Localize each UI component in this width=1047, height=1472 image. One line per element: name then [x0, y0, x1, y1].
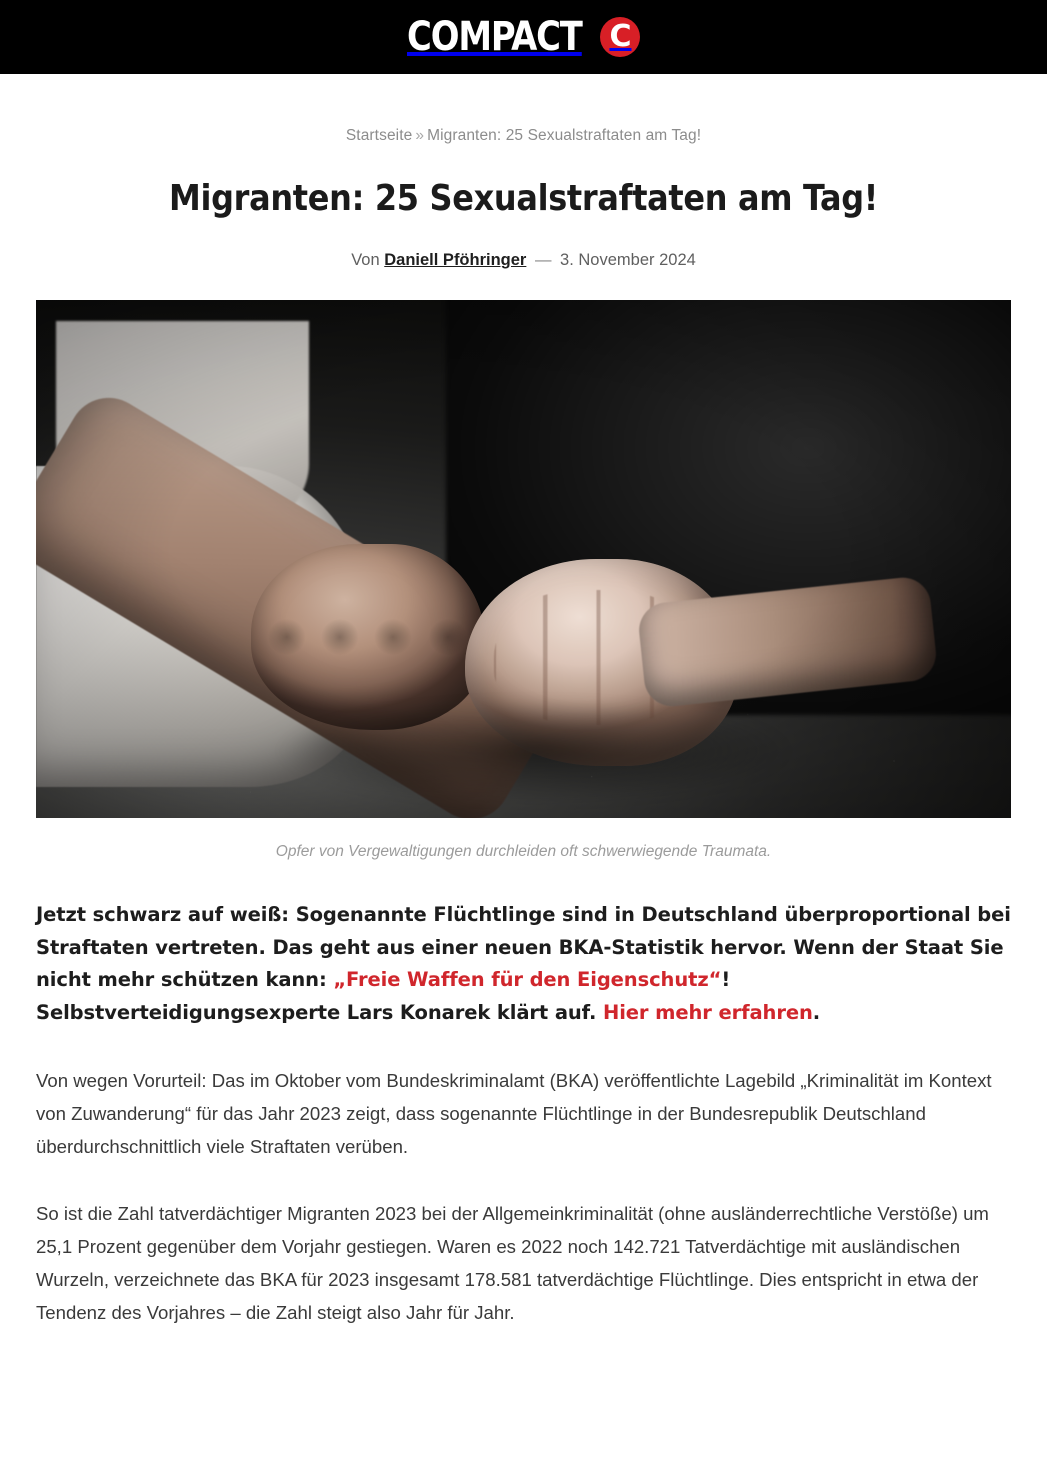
image-caption: Opfer von Vergewaltigungen durchleiden oft schwerwiegende Traumata. — [275, 843, 772, 861]
lead-text-part-3: . — [812, 1000, 821, 1024]
compact-logo[interactable] — [406, 14, 641, 60]
lead-paragraph — [36, 899, 1011, 1029]
logo-circle-icon: C — [600, 17, 640, 57]
article-page — [0, 127, 1047, 1329]
site-header — [0, 0, 1047, 74]
lead-link-freie-waffen[interactable]: „Freie Waffen für den Eigenschutz“ — [333, 968, 722, 992]
body-paragraph-1: Von wegen Vorurteil: Das im Oktober vom Bundeskriminalamt (BKA) veröffentlichte Lagebild „Kriminalität im Kontext von Zuwanderung“ für das Jahr 2023 zeigt, dass sogenannte Flüchtlinge in der Bundesrepublik Deutschland überdurchschnittlich viele Straftaten verüben. — [36, 1069, 992, 1157]
article-body — [36, 899, 1011, 1329]
byline-prefix: Von — [351, 251, 380, 270]
body-paragraph-2: So ist die Zahl tatverdächtiger Migranten 2023 bei der Allgemeinkriminalität (ohne ausländerrechtliche Verstöße) um 25,1 Prozent gegenüber dem Vorjahr gestiegen. Waren es 2022 noch 142.721 Tatverdächtige mit ausländischen Wurzeln, verzeichnete das BKA für 2023 insgesamt 178.581 tatverdächtige Flüchtlinge. Dies entspricht in etwa der Tendenz des Vorjahres – die Zahl steigt also Jahr für Jahr. — [36, 1202, 989, 1324]
breadcrumb-current: Migranten: 25 Sexualstraftaten am Tag! — [427, 127, 702, 144]
page-title: Migranten: 25 Sexualstraftaten am Tag! — [168, 178, 879, 219]
byline — [36, 251, 1011, 270]
logo-wordmark: COMPACT — [406, 14, 582, 60]
hero-figure — [36, 300, 1011, 861]
byline-dash: — — [534, 251, 552, 270]
publish-date: 3. November 2024 — [560, 251, 696, 270]
lead-text-part-1: Jetzt schwarz auf weiß: Sogenannte Flüchtlinge sind in Deutschland überproportional bei Straftaten vertreten. Das geht aus einer neuen BKA-Statistik hervor. Wenn der Staat Sie nicht mehr schützen kann: — [36, 903, 1011, 992]
lead-text-part-2: ! Selbstverteidigungsexperte Lars Konarek klärt auf. — [36, 968, 731, 1024]
hero-image — [36, 300, 1011, 818]
hero-layer-desaturate — [36, 300, 1011, 818]
breadcrumb — [36, 127, 1011, 145]
breadcrumb-separator: » — [415, 127, 425, 144]
lead-link-hier-mehr-erfahren[interactable]: Hier mehr erfahren — [603, 1000, 813, 1024]
author-link[interactable]: Daniell Pföhringer — [384, 251, 527, 270]
breadcrumb-home-link[interactable]: Startseite — [345, 127, 413, 144]
